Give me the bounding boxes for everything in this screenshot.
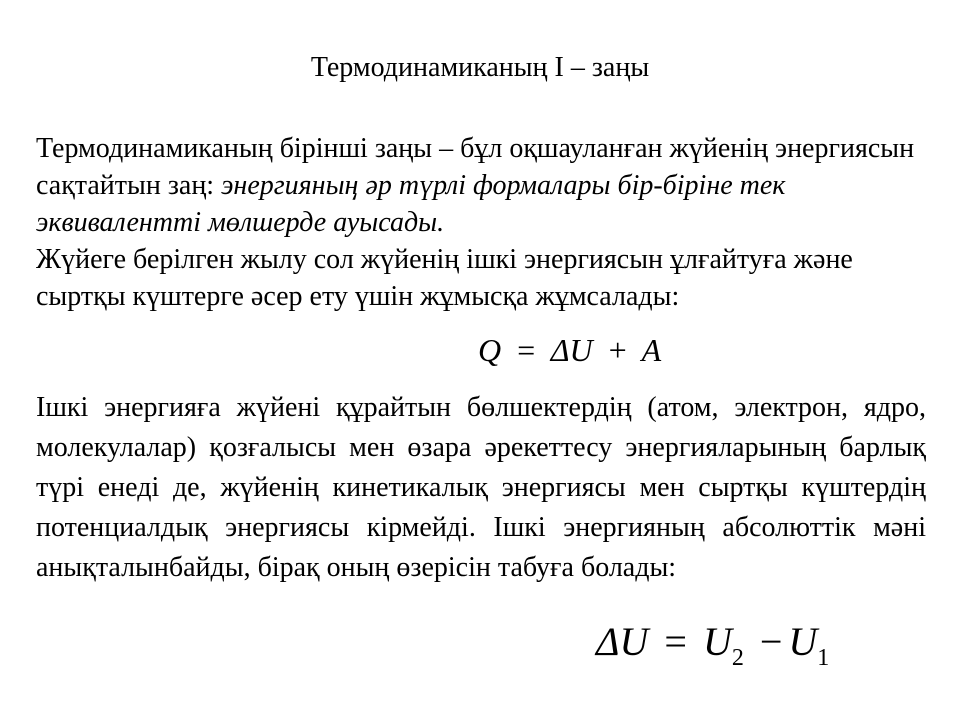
definition-text: Термодинамиканың бірінші заңы – бұл оқшауланған жүйенің энергиясын сақтайтын заң: [36, 133, 915, 201]
heat-distribution-text: Жүйеге берілген жылу сол жүйенің ішкі энергиясын ұлғайтуға және сыртқы күштерге әсер ету үшін жұмысқа жұмсалады: [36, 244, 853, 312]
equation-equals: = [664, 619, 687, 664]
equation-term2-subscript: 1 [817, 645, 830, 671]
definition-italic-text: энергияның әр түрлі формалары бір-біріне тек эквивалентті мөлшерде ауысады. [36, 170, 786, 238]
page-title: Термодинамиканың I – заңы [310, 52, 650, 83]
first-law-equation: Q = ΔU + A [478, 332, 662, 368]
equation-term1-subscript: 2 [731, 645, 744, 671]
equation-lhs: ΔU [596, 619, 649, 664]
first-law-definition [36, 130, 926, 241]
equation-term1: U [702, 619, 732, 664]
internal-energy-text: Ішкі энергияға жүйені құрайтын бөлшектердің (атом, электрон, ядро, молекулалар) қозғалысы мен өзара әрекеттесу энергияларының барлық түрі енеді де, жүйенің кинетикалық энергиясы мен сыртқы күштердің потенциалдық энергиясы кірмейді. Ішкі энергияның абсолюттік мәні анықталынбайды, бірақ оның өзерісін табуға болады: [36, 392, 926, 583]
internal-energy-change-equation [596, 614, 829, 686]
equation-term2: U [788, 619, 818, 664]
definition-block [36, 130, 926, 315]
equation-minus: − [759, 619, 783, 664]
